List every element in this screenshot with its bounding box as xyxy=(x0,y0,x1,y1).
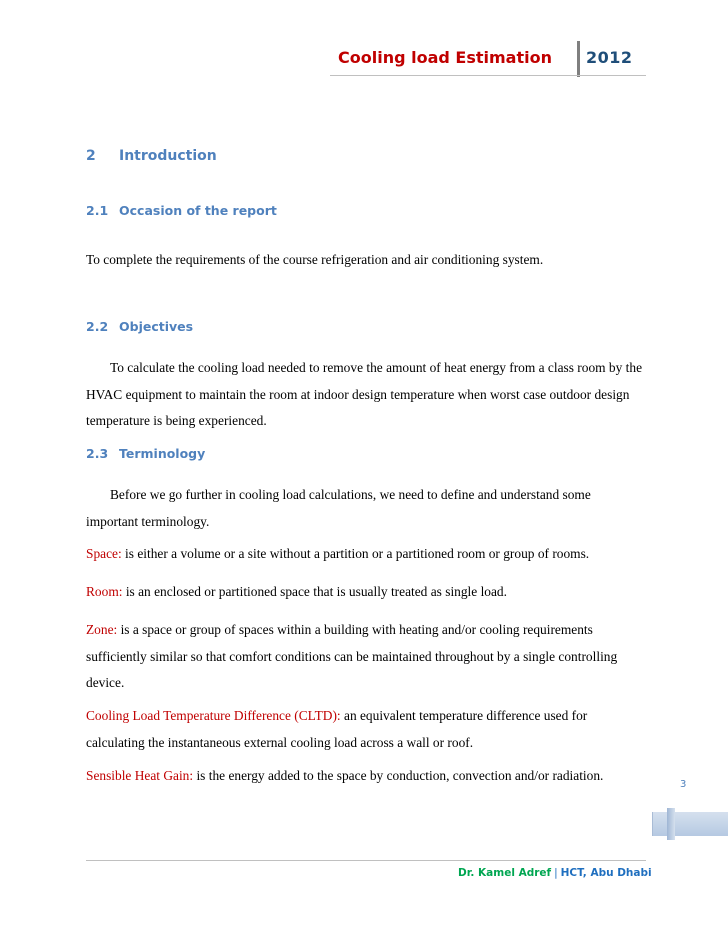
definition-sensible-heat-gain xyxy=(86,763,646,790)
heading-text: Terminology xyxy=(119,446,206,461)
page-tab-decoration xyxy=(652,812,728,836)
heading-terminology xyxy=(86,446,205,461)
heading-introduction xyxy=(86,148,217,164)
definition-text: is a space or group of spaces within a building with heating and/or cooling requirements sufficiently similar so that comfort conditions can be maintained throughout by a single controlling device. xyxy=(86,622,618,690)
definition-term: Cooling Load Temperature Difference (CLTD): xyxy=(86,708,341,723)
heading-number: 2.3 xyxy=(86,446,109,461)
definition-zone xyxy=(86,617,646,697)
heading-objectives xyxy=(86,319,193,334)
definition-term: Zone: xyxy=(86,622,118,637)
paragraph-terminology: Before we go further in cooling load calculations, we need to define and understand some important terminology. xyxy=(86,487,591,529)
definition-cltd xyxy=(86,703,646,756)
paragraph-objectives: To calculate the cooling load needed to remove the amount of heat energy from a class room by the HVAC equipment to maintain the room at indoor design temperature when worst case outdoor design temperature is being experienced. xyxy=(86,360,643,428)
definition-term: Space: xyxy=(86,546,122,561)
heading-text: Objectives xyxy=(119,319,194,334)
page-footer xyxy=(458,867,652,879)
heading-number: 2 xyxy=(86,148,96,164)
definition-space xyxy=(86,541,646,568)
document-year: 2012 xyxy=(586,48,633,67)
definition-term: Sensible Heat Gain: xyxy=(86,768,194,783)
document-title: Cooling load Estimation xyxy=(338,48,552,67)
footer-author: Dr. Kamel Adref xyxy=(458,867,552,879)
heading-number: 2.1 xyxy=(86,203,109,218)
footer-separator: | xyxy=(554,867,558,879)
definition-room xyxy=(86,579,646,606)
header-rule xyxy=(330,75,646,76)
page-number: 3 xyxy=(680,779,687,790)
header-separator xyxy=(577,41,580,77)
heading-occasion xyxy=(86,203,277,218)
definition-text: an equivalent temperature difference used for calculating the instantaneous external cooling load across a wall or roof. xyxy=(86,708,588,750)
heading-number: 2.2 xyxy=(86,319,109,334)
definition-text: is an enclosed or partitioned space that is usually treated as single load. xyxy=(122,584,507,599)
footer-institution: HCT, Abu Dhabi xyxy=(560,867,652,879)
heading-text: Introduction xyxy=(119,148,217,164)
definition-text: is either a volume or a site without a partition or a partitioned room or group of rooms. xyxy=(121,546,590,561)
heading-text: Occasion of the report xyxy=(119,203,277,218)
paragraph-occasion: To complete the requirements of the course refrigeration and air conditioning system. xyxy=(86,252,544,267)
footer-rule xyxy=(86,860,646,861)
definition-term: Room: xyxy=(86,584,123,599)
definition-text: is the energy added to the space by conduction, convection and/or radiation. xyxy=(193,768,604,783)
